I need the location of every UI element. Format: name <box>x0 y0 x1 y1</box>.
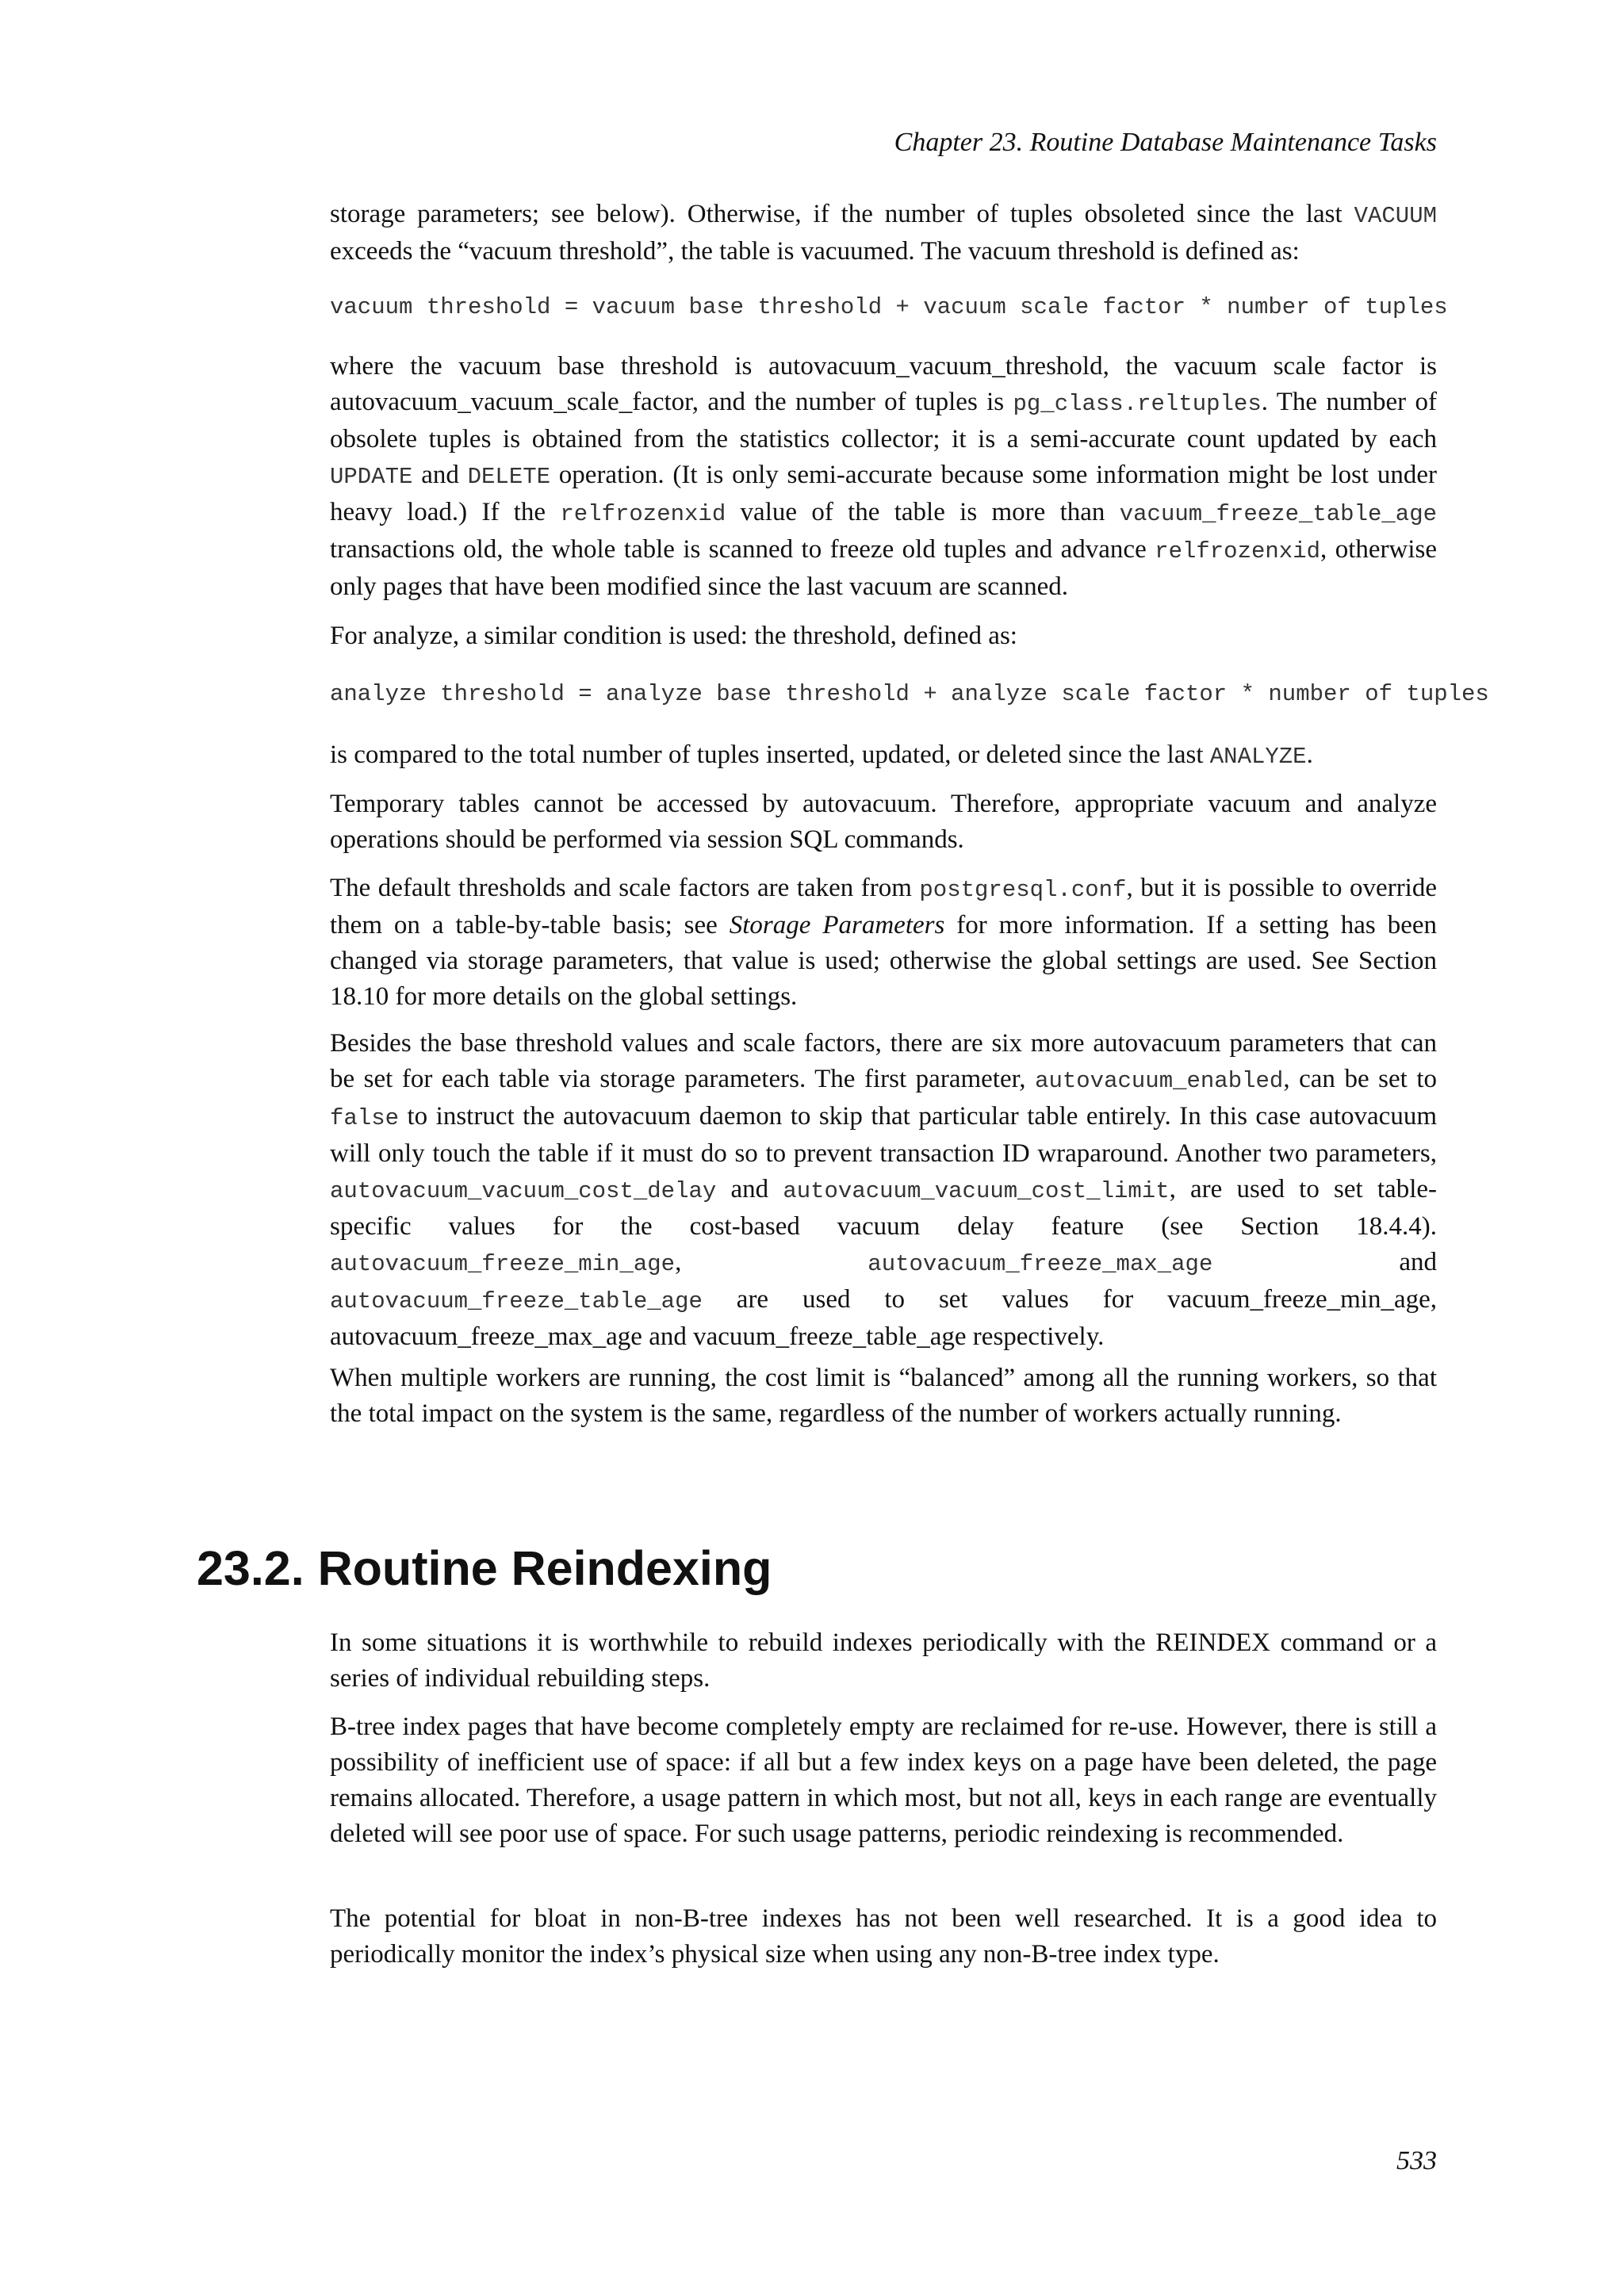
code-vacuum-freeze-table-age: vacuum_freeze_table_age <box>1119 501 1437 527</box>
text-span: and <box>412 461 468 489</box>
code-false: false <box>330 1105 400 1131</box>
code-autovacuum-vacuum-cost-limit: autovacuum_vacuum_cost_limit <box>783 1178 1170 1204</box>
text-span: . The number of obsolete tuples is obtained from the statistics collector; it is a semi-accurate count updated by each <box>330 388 1437 453</box>
paragraph-non-btree-bloat <box>330 1901 1437 1973</box>
paragraph-analyze-condition <box>330 618 1437 654</box>
paragraph-vacuum-threshold-explanation <box>330 349 1437 605</box>
text-span: , but it is possible to override them on a table-by-table basis; see <box>330 874 1438 939</box>
code-vacuum: VACUUM <box>1354 203 1437 229</box>
paragraph-multiple-workers <box>330 1360 1437 1432</box>
text-span: and <box>716 1175 783 1203</box>
text-span: is compared to the total number of tuples inserted, updated, or deleted since the last <box>330 740 1210 769</box>
text-span: value of the table is more than <box>726 498 1120 526</box>
code-analyze: ANALYZE <box>1209 744 1307 770</box>
text-span: operation. (It is only semi-accurate because some information might be lost under heavy load.) If the <box>330 461 1437 526</box>
paragraph-btree-pages <box>330 1709 1437 1852</box>
paragraph-storage-parameters <box>330 197 1437 270</box>
running-header: Chapter 23. Routine Database Maintenance Tasks <box>894 128 1437 157</box>
paragraph-text: B-tree index pages that have become completely empty are reclaimed for re-use. However, there is still a possibility of inefficient use of space: if all but a few index keys on a page have been deleted, the page remains allocated. Therefore, a usage pattern in which most, but not all, keys in each range are eventually deleted will see poor use of space. For such usage patterns, periodic reindexing is recommended. <box>330 1712 1437 1848</box>
link-storage-parameters[interactable]: Storage Parameters <box>729 911 945 939</box>
text-span: , otherwise only pages that have been modified since the last vacuum are scanned. <box>330 535 1438 601</box>
code-relfrozenxid: relfrozenxid <box>560 501 726 527</box>
paragraph-analyze-comparison <box>330 737 1437 775</box>
text-span: , are used to set table-specific values for the cost-based vacuum delay feature (see Section 18.4.4). <box>330 1175 1437 1241</box>
paragraph-temporary-tables <box>330 786 1437 858</box>
text-span: transactions old, the whole table is scanned to freeze old tuples and advance <box>330 535 1155 564</box>
code-reltuples: pg_class.reltuples <box>1013 391 1262 417</box>
text-span: exceeds the “vacuum threshold”, the table is vacuumed. The vacuum threshold is defined as: <box>330 237 1300 266</box>
paragraph-default-thresholds <box>330 871 1437 1015</box>
text-span: and <box>1212 1248 1437 1276</box>
text-span: , can be set to <box>1283 1065 1437 1093</box>
code-autovacuum-freeze-max-age: autovacuum_freeze_max_age <box>868 1251 1213 1277</box>
text-span: to instruct the autovacuum daemon to skip that particular table entirely. In this case autovacuum will only touch the table if it must do so to prevent transaction ID wraparound. Another two parameters, <box>330 1102 1437 1168</box>
formula-vacuum-threshold: vacuum threshold = vacuum base threshold + vacuum scale factor * number of tuples <box>330 294 1448 320</box>
text-span: . <box>1306 740 1313 769</box>
code-autovacuum-freeze-table-age: autovacuum_freeze_table_age <box>330 1288 703 1314</box>
code-autovacuum-enabled: autovacuum_enabled <box>1035 1068 1284 1094</box>
text-span: The default thresholds and scale factors are taken from <box>330 874 920 902</box>
code-relfrozenxid: relfrozenxid <box>1155 538 1321 564</box>
paragraph-text: Temporary tables cannot be accessed by autovacuum. Therefore, appropriate vacuum and analyze operations should be performed via session SQL commands. <box>330 790 1437 854</box>
text-span: are used to set values for vacuum_freeze_min_age, autovacuum_freeze_max_age and vacuum_freeze_table_age respectively. <box>330 1285 1437 1351</box>
section-heading: 23.2. Routine Reindexing <box>197 1541 772 1595</box>
text-span: , <box>675 1248 868 1276</box>
text-span: storage parameters; see below). Otherwise, if the number of tuples obsoleted since the last <box>330 200 1354 228</box>
text-span: where the vacuum base threshold is autovacuum_vacuum_threshold, the vacuum scale factor is autovacuum_vacuum_scale_factor, and the number of tuples is <box>330 352 1437 416</box>
code-autovacuum-freeze-min-age: autovacuum_freeze_min_age <box>330 1251 676 1277</box>
page-number: 533 <box>1396 2146 1437 2175</box>
paragraph-text: In some situations it is worthwhile to rebuild indexes periodically with the REINDEX command or a series of individual rebuilding steps. <box>330 1628 1437 1693</box>
paragraph-autovacuum-parameters <box>330 1026 1437 1355</box>
code-delete: DELETE <box>467 464 551 490</box>
text-span: Besides the base threshold values and scale factors, there are six more autovacuum parameters that can be set for each table via storage parameters. The first parameter, <box>330 1029 1437 1093</box>
code-postgresql-conf: postgresql.conf <box>919 877 1127 903</box>
paragraph-text: For analyze, a similar condition is used: the threshold, defined as: <box>330 622 1017 650</box>
code-autovacuum-vacuum-cost-delay: autovacuum_vacuum_cost_delay <box>330 1178 717 1204</box>
formula-analyze-threshold: analyze threshold = analyze base threshold + analyze scale factor * number of tuples <box>330 681 1489 707</box>
paragraph-text: The potential for bloat in non-B-tree indexes has not been well researched. It is a good idea to periodically monitor the index’s physical size when using any non-B-tree index type. <box>330 1904 1437 1969</box>
paragraph-text: When multiple workers are running, the cost limit is “balanced” among all the running workers, so that the total impact on the system is the same, regardless of the number of workers actually running. <box>330 1364 1437 1428</box>
paragraph-reindex-intro <box>330 1625 1437 1697</box>
code-update: UPDATE <box>330 464 413 490</box>
text-span: for more information. If a setting has been changed via storage parameters, that value is used; otherwise the global settings are used. See Section 18.10 for more details on the global settings. <box>330 911 1437 1011</box>
